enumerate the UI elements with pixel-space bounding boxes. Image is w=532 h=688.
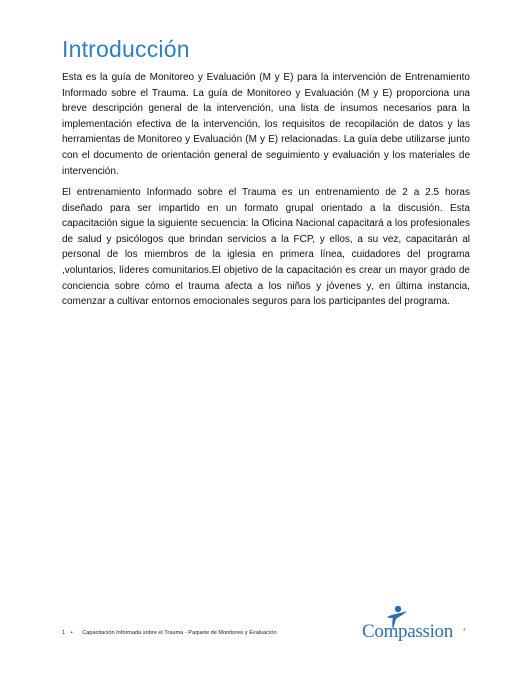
footer-bullet: •	[70, 630, 73, 636]
page-title: Introducción	[62, 36, 190, 62]
logo-wordmark: Compassion	[362, 621, 453, 642]
page-number: 1	[62, 630, 66, 636]
paragraph-intro: Esta es la guía de Monitoreo y Evaluación (M y E) para la intervención de Entrenamiento Informado sobre el Trauma. La guía de Monitoreo y Evaluación (M y E) proporciona una breve descripción general de la intervención, una lista de insumos necesarios para la implementación efectiva de la intervención, los requisitos de recopilación de datos y las herramientas de Monitoreo y Evaluación (M y E) relacionadas. La guía debe utilizarse junto con el documento de orientación general de seguimiento y evaluación y los materiales de intervención.	[62, 72, 470, 177]
paragraph-training: El entrenamiento Informado sobre el Trauma es un entrenamiento de 2 a 2.5 horas diseñado para ser impartido en un formato grupal orientado a la discusión. Esta capacitación sigue la siguiente secuencia: la Oficina Nacional capacitará a los profesionales de salud y psicólogos que brindan servicios a la FCP, y ellos, a su vez, capacitarán al personal de los miembros de la iglesia en primera línea, cuidadores del programa ,voluntarios, líderes comunitarios.El objetivo de la capacitación es crear un mayor grado de conciencia sobre cómo el trauma afecta a los niños y jóvenes y, en última instancia, comenzar a cultivar entornos emocionales seguros para los participantes del programa.	[62, 187, 470, 308]
footer-text: Capacitación Informada sobre el Trauma - Paquete de Monitoreo y Evaluación	[82, 630, 277, 636]
compassion-logo	[362, 605, 472, 645]
logo-trademark: ®	[463, 627, 466, 632]
page-footer	[62, 630, 277, 636]
